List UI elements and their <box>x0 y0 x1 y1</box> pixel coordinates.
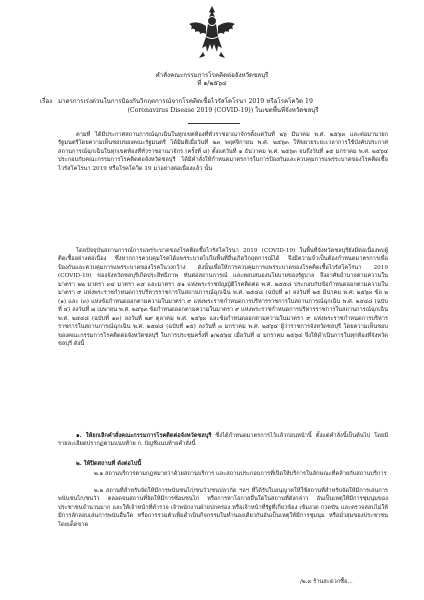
subject-label: เรื่อง <box>40 98 53 105</box>
issuer-title: คำสั่งคณะกรรมการโรคติดต่อจังหวัดชลบุรี <box>155 72 269 79</box>
subject-line-2: (Coronavirus Disease 2019 (COVID-19)) ในเขตพื้นที่จังหวัดชลบุรี <box>127 106 319 114</box>
continuation-note: /๒.๓ ร้านสะดวกซื้อ... <box>300 579 353 585</box>
order-heading <box>0 72 424 89</box>
clause-2-1: ๒.๑ สถานบริการตามกฎหมายว่าด้วยสถานบริการ และสถานประกอบการที่เปิดให้บริการในลักษณะที่คล้ายกับสถานบริการ <box>94 471 387 477</box>
subject-block <box>40 98 388 115</box>
clause-2-title: ๒. ให้ปิดสถานที่ ดังต่อไปนี้ <box>76 461 142 467</box>
body-paragraph-2: โดยปัจจุบันสถานการณ์การแพร่ระบาดของโรคติดเชื้อไวรัสโคโรนา 2019 (COVID-19) ในพื้นที่จังหวัดชลบุรียังมีต่อเนื่องพบผู้ติดเชื้ออย่างต่อเนื่อง ซึ่งหากการควบคุมโรคได้แพร่ระบาดไปในพื้นที่อื่นเกิดวิกฤตการณ์ได้ จึงมีความจำเป็นต้องกำหนดมาตรการเพื่อป้องกันและควบคุมการแพร่ระบาดของโรคในวงกว้าง ดังนั้นเพื่อให้การควบคุมการแพร่ระบาดของโรคติดเชื้อไวรัสโคโรนา 2019 (COVID-19) ของจังหวัดชลบุรีเกิดประสิทธิภาพ ทันต่อสถานการณ์ และตอบสนองนโยบายของรัฐบาล จึงอาศัยอำนาจตามความในมาตรา ๒๒ มาตรา ๓๔ มาตรา ๓๕ และมาตรา ๕๑ แห่งพระราชบัญญัติโรคติดต่อ พ.ศ. ๒๕๕๘ ประกอบกับข้อกำหนดออกตามความในมาตรา ๙ แห่งพระราชกำหนดการบริหารราชการในสถานการณ์ฉุกเฉิน พ.ศ. ๒๕๔๘ (ฉบับที่ ๑) ลงวันที่ ๒๕ มีนาคม พ.ศ. ๒๕๖๓ ข้อ ๒ (๑) และ (๓) แห่งข้อกำหนดออกตามความในมาตรา ๙ แห่งพระราชกำหนดการบริหารราชการในสถานการณ์ฉุกเฉิน พ.ศ. ๒๕๔๘ (ฉบับที่ ๔) ลงวันที่ ๗ เมษายน พ.ศ. ๒๕๖๓ ข้อกำหนดออกตามความในมาตรา ๙ แห่งพระราชกำหนดการบริหารราชการในสถานการณ์ฉุกเฉิน พ.ศ. ๒๕๔๘ (ฉบับที่ ๑๓) ลงวันที่ ๒๙ ตุลาคม พ.ศ. ๒๕๖๓ และข้อกำหนดออกตามความในมาตรา ๙ แห่งพระราชกำหนดการบริหารราชการในสถานการณ์ฉุกเฉิน พ.ศ. ๒๕๔๘ (ฉบับที่ ๑๕) ลงวันที่ ๓ มกราคม พ.ศ. ๒๕๖๔ ผู้ว่าราชการจังหวัดชลบุรี โดยความเห็นชอบของคณะกรรมการโรคติดต่อจังหวัดชลบุรี ในการประชุมครั้งที่ ๑/๒๕๖๔ เมื่อวันที่ ๔ มกราคม ๒๕๖๔ จึงให้ดำเนินการในทุกท้องที่จังหวัดชลบุรี ดังนี้ <box>58 248 388 347</box>
clause-1-heading: ๑. ให้ยกเลิกคำสั่งคณะกรรมการโรคติดต่อจังหวัดชลบุรี <box>76 433 212 439</box>
clause-2-heading <box>58 460 388 468</box>
clause-1 <box>58 432 388 449</box>
garuda-emblem-icon <box>185 4 239 60</box>
clause-2-2: ๒.๒ สถานที่สำหรับจัดให้มีการพนันชนไก่/ชนวัว/ชนปลากัด ฯลฯ ที่ได้รับใบอนุญาตให้ใช้สถานที่สำหรับจัดให้มีการเล่นการพนันชนไก่/ชนวัว ตลอดจนสถานที่จัดให้มีการซ้อมชนไก่ หรือการหาโอกาสอื่นใดในสถานที่ดังกล่าว อันเป็นเหตุให้มีการชุมนุมของประชาชนจำนวนมาก และให้เจ้าหน้าที่ตำรวจ เจ้าพนักงานฝ่ายปกครอง หรือเจ้าหน้าที่รัฐที่เกี่ยวข้อง เข้มงวด กวดขัน และตรวจสอบไม่ให้มีการลักลอบเล่นการพนันอื่นใด หรือการรวมตัวเพื่อดำเนินกิจกรรมในทำนองเดียวกันอันเป็นเหตุให้มีการชุมนุม หรือมั่วสุมของประชาชนโดยเด็ดขาด <box>58 488 388 528</box>
body-paragraph-1: ตามที่ ได้มีประกาศสถานการณ์ฉุกเฉินในทุกเขตท้องที่ทั่วราชอาณาจักรตั้งแต่วันที่ ๒๖ มีนาคม พ.ศ. ๒๕๖๓ และต่อมานายกรัฐมนตรีโดยความเห็นชอบของคณะรัฐมนตรี ได้มีมติเมื่อวันที่ ๒๓ พฤศจิกายน พ.ศ. ๒๕๖๓ ให้ขยายระยะเวลาการใช้บังคับประกาศสถานการณ์ฉุกเฉินในทุกเขตท้องที่ทั่วราชอาณาจักร (ครั้งที่ ๘) ตั้งแต่วันที่ ๑ ธันวาคม พ.ศ. ๒๕๖๓ จนถึงวันที่ ๑๕ มกราคม พ.ศ. ๒๕๖๔ ประกอบกับคณะกรรมการโรคติดต่อจังหวัดชลบุรี ได้มีคำสั่งให้กำหนดมาตรการในการป้องกันและควบคุมการแพร่ระบาดของโรคติดเชื้อไวรัสโคโรนา 2019 หรือโรคโควิด 19 มาอย่างต่อเนื่องแล้ว นั้น <box>58 132 388 172</box>
order-number: ที่ ๑/๒๕๖๔ <box>197 80 227 88</box>
subject-line-1: มาตรการเร่งด่วนในการป้องกันวิกฤตการณ์จากโรคติดเชื้อไวรัสโคโรนา 2019 หรือโรคโควิด 19 <box>58 98 313 105</box>
clause-1-text: ซึ่งได้กำหนดมาตรการไว้แล้วก่อนหน้านี้ ตั้งแต่คำสั่งนี้เป็นต้นไป โดยมีรายละเอียดปรากฏตามแนบท้าย ก. บัญชีแนบท้ายคำสั่งนี้ <box>58 433 388 448</box>
heading-divider <box>188 123 240 124</box>
